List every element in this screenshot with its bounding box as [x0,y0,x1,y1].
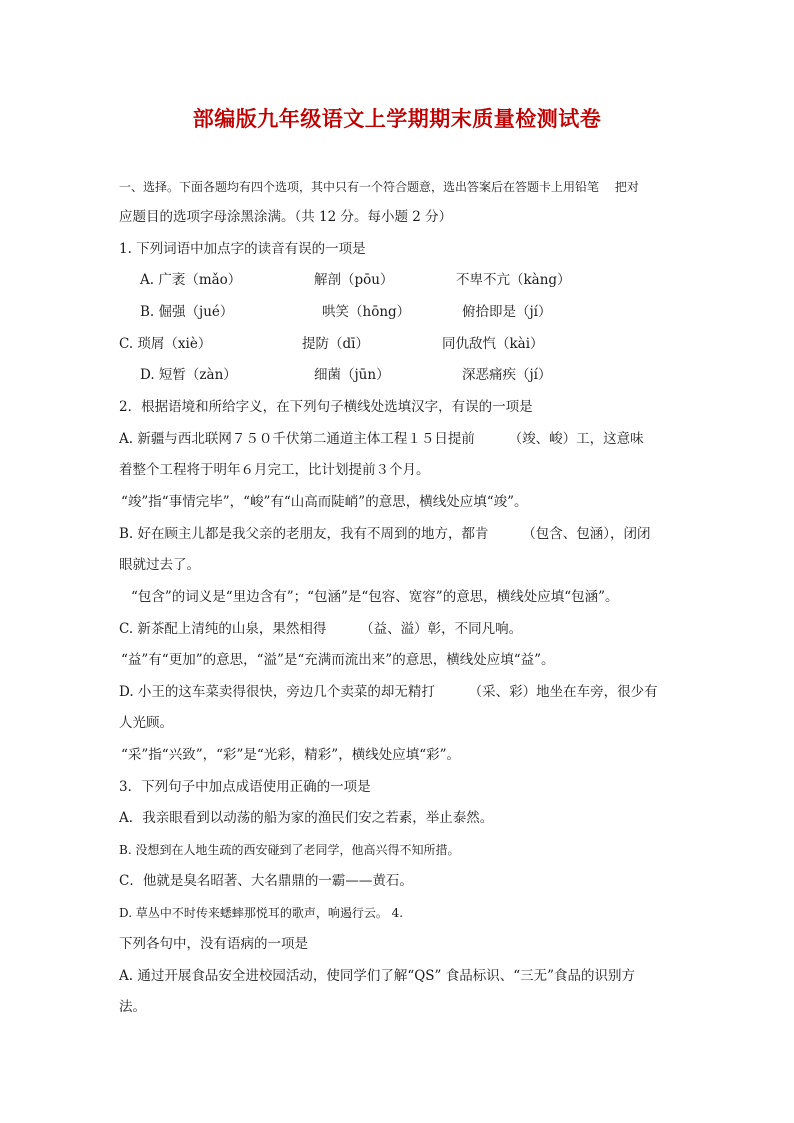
q1-option-a-1: A. 广袤（mǎo） [140,272,242,288]
q3-option-d: D. 草丛中不时传来蟋蟀那悦耳的歌声，响遏行云。 4. [119,906,404,920]
q2-a-note: “竣”指“事情完毕”，“峻”有“山高而陡峭”的意思，横线处应填“竣”。 [121,494,528,510]
section1-instruction-line2: 应题目的选项字母涂黑涂满。（共 12 分。每小题 2 分） [119,209,453,225]
q2-b-note: “包含”的词义是“里边含有”；“包涵”是“包容、宽容”的意思，横线处应填“包涵”。 [131,589,619,605]
q1-option-a-2: 解剖（pōu） [314,272,394,288]
q1-option-b-3: 俯拾即是（jí） [462,304,552,320]
q1-option-d-3: 深恶痛疾（jí） [462,367,552,383]
q2-b-line1: B. 好在顾主儿都是我父亲的老朋友，我有不周到的地方，都肯 （包含、包涵），闭闭 [119,526,651,542]
q1-option-c-3: 同仇敌忾（kài） [442,336,544,352]
q2-stem: 2．根据语境和所给字义，在下列句子横线处选填汉字，有误的一项是 [119,399,533,415]
q2-a-line2: 着整个工程将于明年６月完工，比计划提前３个月。 [119,462,430,478]
q1-option-b-2: 哄笑（hōng） [322,304,411,320]
q4-a-line1: A. 通过开展食品安全进校园活动，使同学们了解“QS” 食品标识、“三无”食品的识别方 [119,968,636,984]
q2-d-line2: 人光顾。 [119,715,173,731]
q3-stem: 3．下列句子中加点成语使用正确的一项是 [119,779,371,795]
q4-stem: 下列各句中，没有语病的一项是 [119,936,308,952]
q3-option-a: A．我亲眼看到以动荡的船为家的渔民们安之若素，举止泰然。 [119,810,494,826]
q2-d-line1: D. 小王的这车菜卖得很快，旁边几个卖菜的却无精打 （采、彩）地坐在车旁，很少有 [119,684,658,700]
q1-stem: 1. 下列词语中加点字的读音有误的一项是 [119,241,366,257]
page-title: 部编版九年级语文上学期期末质量检测试卷 [192,107,602,131]
q2-b-line2: 眼就过去了。 [119,557,200,573]
q1-option-c-1: C. 琐屑（xiè） [119,336,212,352]
section1-instruction-line1: 一、选择。下面各题均有四个选项，其中只有一个符合题意，选出答案后在答题卡上用铅笔 把对 [119,180,639,194]
q3-option-b: B. 没想到在人地生疏的西安碰到了老同学，他高兴得不知所措。 [119,843,460,857]
q4-a-line2: 法。 [119,999,146,1015]
q2-c-note: “益”有“更加”的意思，“溢”是“充满而流出来”的意思，横线处应填“益”。 [121,652,555,668]
q3-option-c: C．他就是臭名昭著、大名鼎鼎的一霸——黄石。 [119,873,413,889]
q1-option-a-3: 不卑不亢（kàng） [456,272,571,288]
q1-option-c-2: 提防（dī） [302,336,369,352]
q2-a-line1: A. 新疆与西北联网７５０千伏第二通道主体工程１５日提前 （竣、峻）工，这意味 [119,431,644,447]
q1-option-d-2: 细菌（jūn） [314,367,390,383]
q2-d-note: “采”指“兴致”，“彩”是“光彩，精彩”，横线处应填“彩”。 [121,747,461,763]
q1-option-b-1: B. 倔强（jué） [140,304,234,320]
q1-option-d-1: D. 短暂（zàn） [140,367,237,383]
q2-c-line1: C. 新茶配上清纯的山泉，果然相得 （益、溢）彰，不同凡响。 [119,621,523,637]
